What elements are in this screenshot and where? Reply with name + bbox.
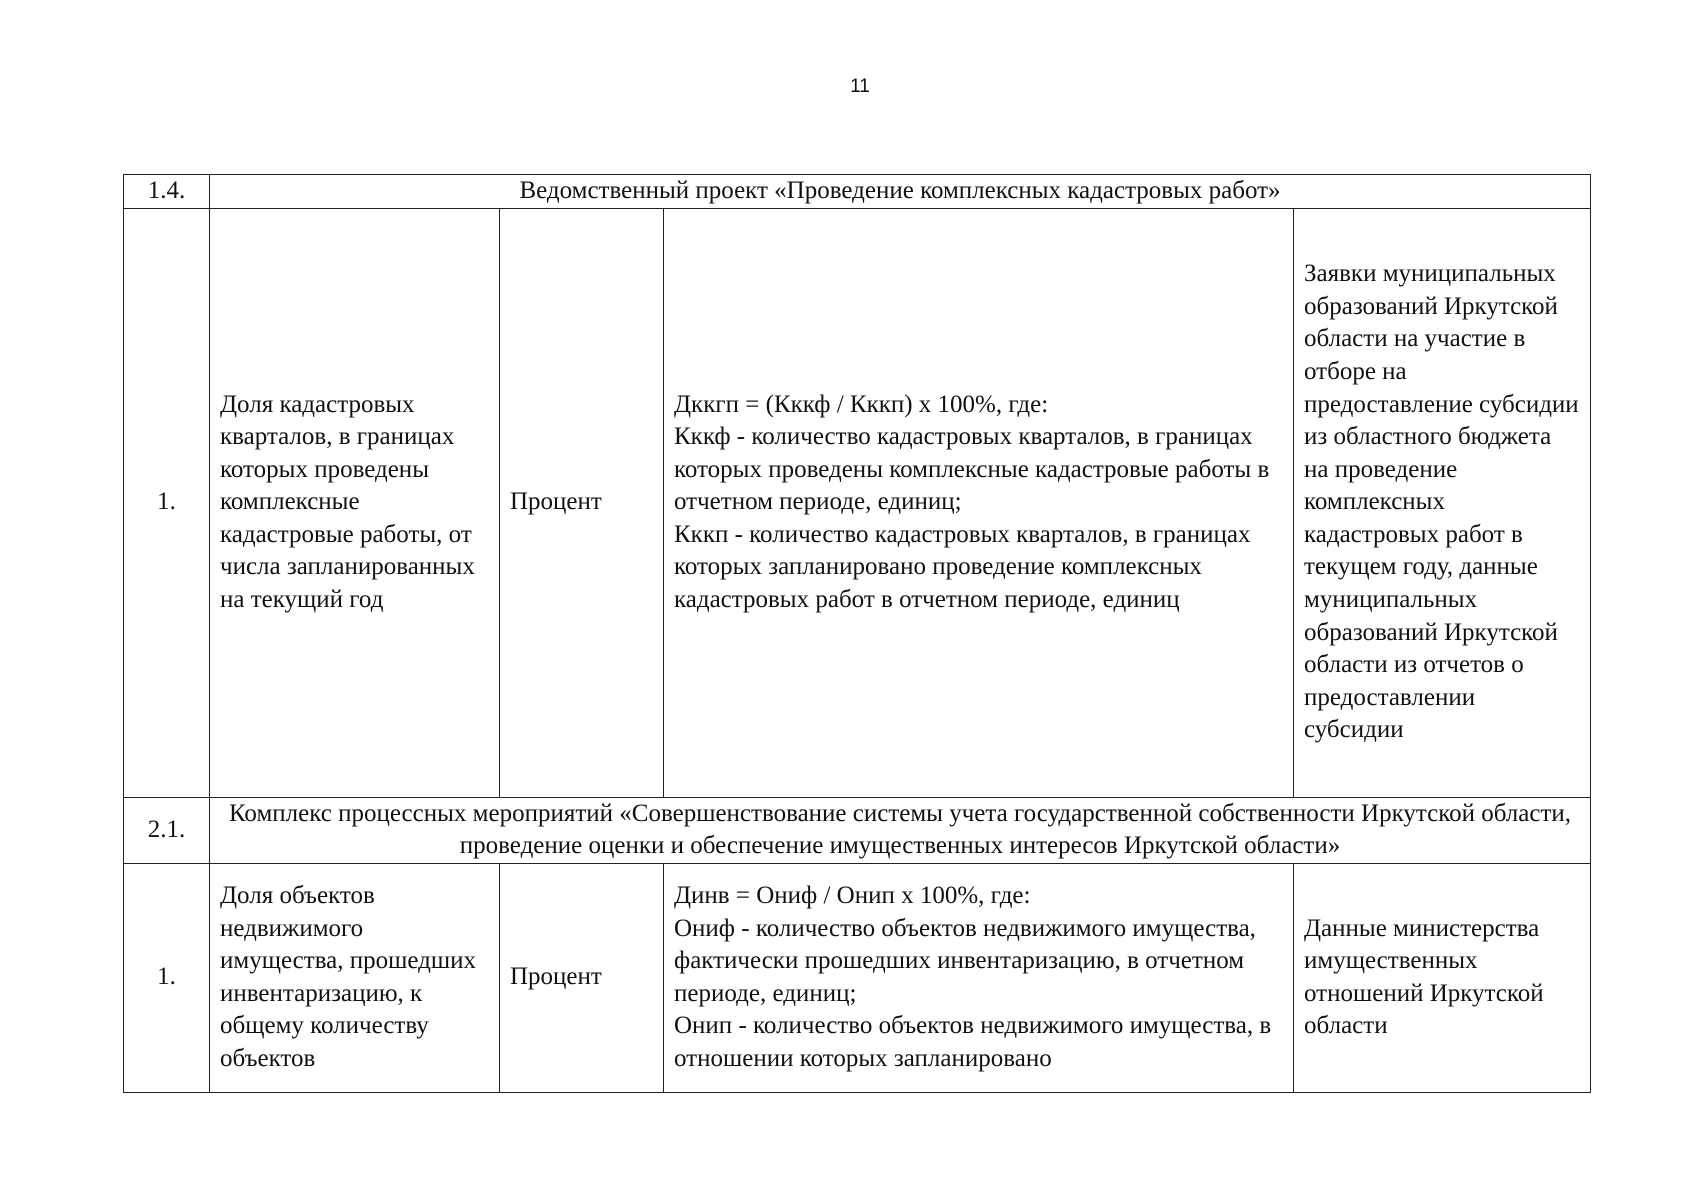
calculation-formula: Дккгп = (Кккф / Кккп) х 100%, где: Кккф - количество кадастровых кварталов, в границах которых проведены комплексные кадастровые работы в отчетном периоде, единиц; Кккп - количество кадастровых кварталов, в границах которых запланировано проведение комплексных кадастровых работ в отчетном периоде, единиц [664,208,1294,797]
section-code: 2.1. [124,797,210,863]
data-source: Заявки муниципальных образований Иркутской области на участие в отборе на предоставление субсидии из областного бюджета на проведение комплексных кадастровых работ в текущем году, данные муниципальных образований Иркутской области из отчетов о предоставлении субсидии [1294,208,1591,797]
row-number: 1. [124,863,210,1092]
section-header-row [124,175,1591,209]
page-number: 11 [850,76,870,97]
indicator-name: Доля объектов недвижимого имущества, прошедших инвентаризацию, к общему количеству объектов [210,863,500,1092]
indicator-name: Доля кадастровых кварталов, в границах которых проведены комплексные кадастровые работы, от числа запланированных на текущий год [210,208,500,797]
unit-of-measure: Процент [500,208,664,797]
unit-of-measure: Процент [500,863,664,1092]
row-number: 1. [124,208,210,797]
data-source: Данные министерства имущественных отношений Иркутской области [1294,863,1591,1092]
table-row [124,208,1591,797]
section-title: Ведомственный проект «Проведение комплексных кадастровых работ» [210,175,1591,209]
table-row [124,863,1591,1092]
indicators-table [123,174,1591,1093]
section-title: Комплекс процессных мероприятий «Совершенствование системы учета государственной собственности Иркутской области, проведение оценки и обеспечение имущественных интересов Иркутской области» [210,797,1591,863]
section-code: 1.4. [124,175,210,209]
section-header-row [124,797,1591,863]
calculation-formula: Динв = Ониф / Онип х 100%, где: Ониф - количество объектов недвижимого имущества, фактически прошедших инвентаризацию, в отчетном периоде, единиц; Онип - количество объектов недвижимого имущества, в отношении которых запланировано [664,863,1294,1092]
